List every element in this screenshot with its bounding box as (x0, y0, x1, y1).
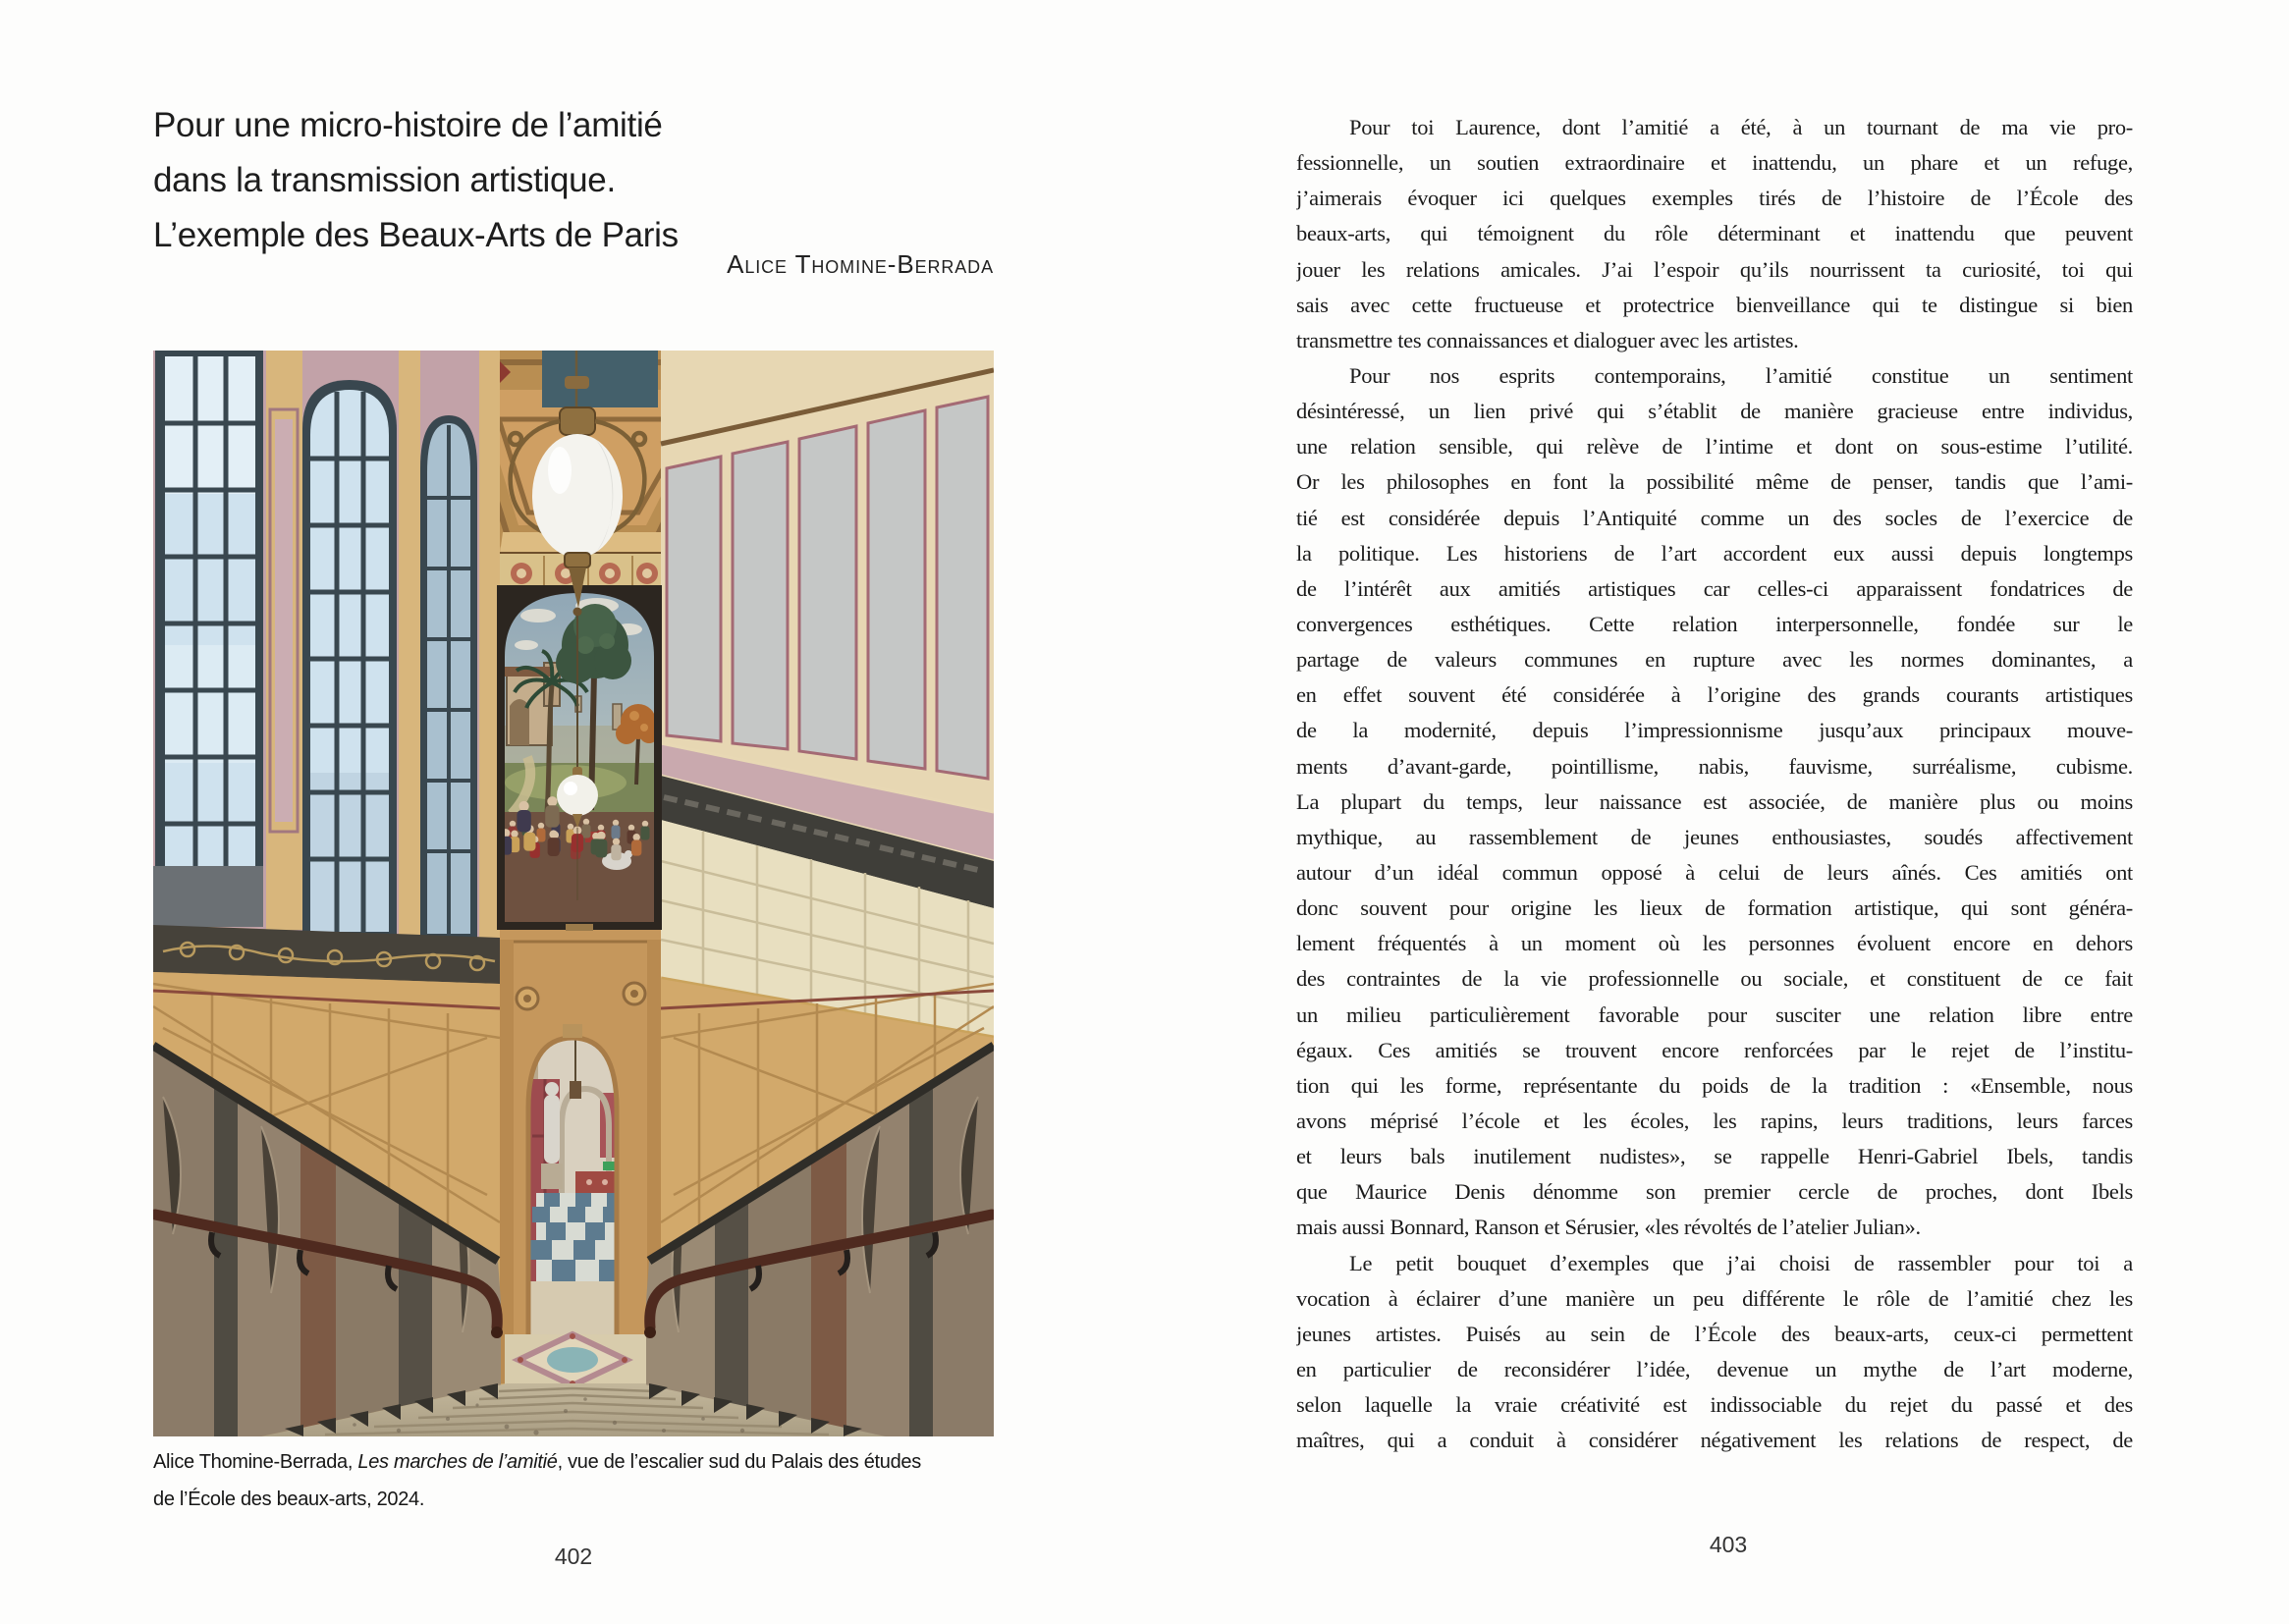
artwork-title: Les marches de l’amitié (357, 1451, 558, 1473)
body-text-line: la politique. Les historiens de l’art accordent eux aussi depuis longtemps (1296, 540, 2133, 566)
article-title (153, 98, 1037, 263)
body-text-line: lement fréquentés à un moment où les personnes évoluent encore en dehors (1296, 931, 2133, 956)
author-name: Alice Thomine-Berrada (727, 249, 994, 279)
body-text-line: avons méprisé l’école et les écoles, les rapins, leurs traditions, leurs farces (1296, 1108, 2133, 1133)
photo-caption-line2: de l’École des beaux-arts, 2024. (153, 1489, 425, 1510)
body-text-line: tion qui les forme, représentante du poids de la tradition : «Ensemble, nous (1296, 1072, 2133, 1098)
body-text-line: beaux-arts, qui témoignent du rôle déterminant et inattendu que peuvent (1296, 221, 2133, 246)
body-text-line: tié est considérée depuis l’Antiquité comme un des socles de l’exercice de (1296, 505, 2133, 530)
body-text-line: de la modernité, depuis l’impressionnisme jusqu’aux principaux mouve- (1296, 718, 2133, 743)
body-text-line: La plupart du temps, leur naissance est associée, de manière plus ou moins (1296, 788, 2133, 814)
photo-caption (153, 1443, 1037, 1518)
body-text-line: partage de valeurs communes en rupture avec les normes dominantes, a (1296, 647, 2133, 673)
body-text-line: que Maurice Denis dénomme son premier cercle de proches, dont Ibels (1296, 1179, 2133, 1205)
body-text (1296, 110, 2133, 1458)
body-text-line: des contraintes de la vie professionnelle ou sociale, et constituent de ce fait (1296, 966, 2133, 992)
article-title-line1: Pour une micro-histoire de l’amitié (153, 106, 663, 144)
body-text-line: en effet souvent été considérée à l’origine des grands courants artistiques (1296, 682, 2133, 708)
page-number-right: 403 (1709, 1532, 1748, 1557)
body-text-line: transmettre tes connaissances et dialoguer avec les artistes. (1296, 327, 1799, 352)
body-text-line: vocation à éclairer d’une manière un peu différente le rôle de l’amitié chez les (1296, 1285, 2133, 1311)
body-text-line: j’aimerais évoquer ici quelques exemples tirés de l’histoire de l’École des (1296, 186, 2133, 211)
body-text-line: autour d’un idéal commun opposé à celui de leurs aînés. Ces amitiés ont (1296, 859, 2133, 885)
body-text-line: et leurs bals inutilement nudistes», se rappelle Henri-Gabriel Ibels, tandis (1296, 1144, 2133, 1169)
body-text-line: égaux. Ces amitiés se trouvent encore renforcées par le rejet de l’institu- (1296, 1037, 2133, 1062)
body-text-line: désintéressé, un lien privé qui s’établit de manière gracieuse entre individus, (1296, 399, 2133, 424)
body-text-line: maîtres, qui a conduit à considérer négativement les relations de respect, de (1296, 1428, 2133, 1453)
staircase-illustration (153, 351, 994, 1436)
body-text-line: Le petit bouquet d’exemples que j’ai choisi de rassembler pour toi a (1349, 1250, 2133, 1275)
body-text-line: de l’intérêt aux amitiés artistiques car celles-ci apparaissent fondatrices de (1296, 575, 2133, 601)
body-text-line: sais avec cette fructueuse et protectrice bienveillance qui te distingue si bien (1296, 292, 2133, 317)
body-text-line: Pour nos esprits contemporains, l’amitié constitue un sentiment (1349, 362, 2133, 388)
staircase-photograph (153, 351, 994, 1436)
body-text-line: un milieu particulièrement favorable pour susciter une relation libre entre (1296, 1001, 2133, 1027)
body-text-line: ments d’avant-garde, pointillisme, nabis, fauvisme, surréalisme, cubisme. (1296, 753, 2133, 779)
article-title-line3: L’exemple des Beaux-Arts de Paris (153, 216, 679, 254)
body-text-line: jeunes artistes. Puisés au sein de l’École des beaux-arts, ceux-ci permettent (1296, 1321, 2133, 1346)
body-text-line: Or les philosophes en font la possibilité même de penser, tandis que l’ami- (1296, 469, 2133, 495)
body-text-line: en particulier de reconsidérer l’idée, devenue un mythe de l’art moderne, (1296, 1356, 2133, 1381)
body-text-line: une relation sensible, qui relève de l’intime et dont on sous-estime l’utilité. (1296, 434, 2133, 460)
body-text-line: fessionnelle, un soutien extraordinaire et inattendu, un phare et un refuge, (1296, 150, 2133, 176)
body-text-line: jouer les relations amicales. J’ai l’espoir qu’ils nourrissent ta curiosité, toi qui (1296, 256, 2133, 282)
page-number-left: 402 (554, 1543, 593, 1569)
body-text-line: Pour toi Laurence, dont l’amitié a été, à un tournant de ma vie pro- (1349, 115, 2133, 139)
body-text-line: convergences esthétiques. Cette relation interpersonnelle, fondée sur le (1296, 611, 2133, 636)
body-text-line: mais aussi Bonnard, Ranson et Sérusier, «les révoltés de l’atelier Julian». (1296, 1215, 1921, 1240)
body-text-line: donc souvent pour origine les lieux de formation artistique, qui sont généra- (1296, 895, 2133, 921)
body-text-line: mythique, au rassemblement de jeunes enthousiastes, soudés affectivement (1296, 824, 2133, 849)
photo-caption-line1: Alice Thomine-Berrada, Les marches de l’amitié, vue de l’escalier sud du Palais des études (153, 1451, 921, 1473)
article-title-line2: dans la transmission artistique. (153, 161, 616, 199)
body-text-line: selon laquelle la vraie créativité est indissociable du rejet du passé et des (1296, 1392, 2133, 1418)
